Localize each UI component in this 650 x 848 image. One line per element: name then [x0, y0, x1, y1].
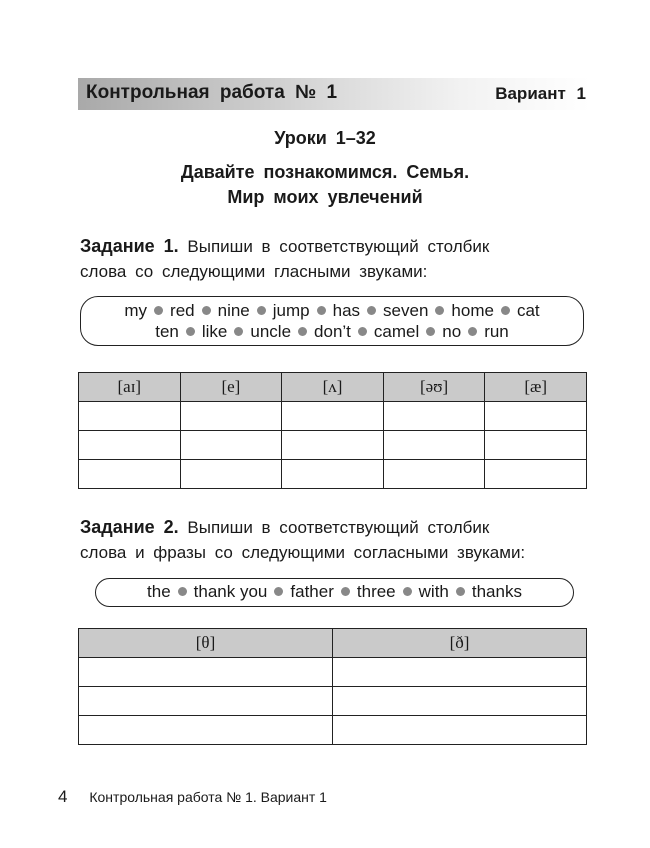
task-1-word-box: [80, 296, 584, 346]
task-1-text-1: Выпиши в соответствующий столбик: [187, 237, 490, 256]
answer-cell[interactable]: [383, 431, 485, 460]
bullet-dot: [298, 327, 307, 336]
answer-cell[interactable]: [180, 460, 282, 489]
variant-label: Вариант 1: [495, 84, 586, 103]
table-row: [79, 658, 587, 687]
bullet-dot: [501, 306, 510, 315]
word: run: [484, 322, 509, 341]
word: three: [356, 582, 396, 601]
table-row: [79, 431, 587, 460]
column-header: [æ]: [485, 373, 587, 402]
task-1-label: Задание 1.: [80, 236, 179, 256]
answer-cell[interactable]: [79, 402, 181, 431]
word: home: [451, 301, 494, 320]
task-1-instructions: [80, 234, 489, 284]
table-row: [79, 687, 587, 716]
bullet-dot: [367, 306, 376, 315]
word: father: [290, 582, 334, 601]
answer-cell[interactable]: [282, 460, 384, 489]
answer-cell[interactable]: [485, 402, 587, 431]
table-row: [79, 716, 587, 745]
table-row: [79, 402, 587, 431]
bullet-dot: [435, 306, 444, 315]
answer-cell[interactable]: [180, 402, 282, 431]
lessons-heading: Уроки 1–32: [274, 128, 376, 148]
answer-cell[interactable]: [79, 716, 333, 745]
bullet-dot: [234, 327, 243, 336]
column-header: [ð]: [333, 629, 587, 658]
word: has: [332, 301, 361, 320]
word: the: [147, 582, 171, 601]
word: camel: [373, 322, 420, 341]
bullet-dot: [403, 587, 412, 596]
task-2-instructions: [80, 515, 525, 565]
column-header: [ʌ]: [282, 373, 384, 402]
word: don’t: [314, 322, 351, 341]
task-2-table: [78, 628, 587, 745]
answer-cell[interactable]: [79, 460, 181, 489]
answer-cell[interactable]: [485, 460, 587, 489]
bullet-dot: [468, 327, 477, 336]
answer-cell[interactable]: [79, 658, 333, 687]
page-number: 4: [58, 787, 68, 806]
table-row: [79, 460, 587, 489]
answer-cell[interactable]: [485, 431, 587, 460]
bullet-dot: [358, 327, 367, 336]
bullet-dot: [202, 306, 211, 315]
word: like: [201, 322, 228, 341]
word: ten: [155, 322, 179, 341]
footer: [58, 787, 327, 807]
word: my: [124, 301, 148, 320]
answer-cell[interactable]: [180, 431, 282, 460]
answer-cell[interactable]: [79, 431, 181, 460]
bullet-dot: [456, 587, 465, 596]
footer-text: Контрольная работа № 1. Вариант 1: [89, 789, 327, 805]
task-1-text-2: слова со следующими гласными звуками:: [80, 262, 428, 281]
column-header: [aɪ]: [79, 373, 181, 402]
answer-cell[interactable]: [79, 687, 333, 716]
page-title: Контрольная работа № 1: [86, 82, 338, 103]
word: nine: [217, 301, 250, 320]
task-2-text-1: Выпиши в соответствующий столбик: [187, 518, 490, 537]
task-2-text-2: слова и фразы со следующими согласными звуками:: [80, 543, 526, 562]
task-2-label: Задание 2.: [80, 517, 179, 537]
bullet-dot: [257, 306, 266, 315]
answer-cell[interactable]: [383, 460, 485, 489]
bullet-dot: [341, 587, 350, 596]
bullet-dot: [426, 327, 435, 336]
task-1-table: [78, 372, 587, 489]
bullet-dot: [274, 587, 283, 596]
answer-cell[interactable]: [333, 687, 587, 716]
subtitle-line-2: Мир моих увлечений: [227, 187, 423, 207]
word: seven: [383, 301, 429, 320]
word: uncle: [250, 322, 292, 341]
word: thank you: [193, 582, 268, 601]
word: red: [170, 301, 195, 320]
column-header: [θ]: [79, 629, 333, 658]
bullet-dot: [154, 306, 163, 315]
bullet-dot: [186, 327, 195, 336]
word: with: [418, 582, 449, 601]
word: thanks: [471, 582, 522, 601]
task-2-word-box: [95, 578, 574, 607]
answer-cell[interactable]: [282, 402, 384, 431]
word: no: [442, 322, 462, 341]
bullet-dot: [178, 587, 187, 596]
bullet-dot: [317, 306, 326, 315]
answer-cell[interactable]: [383, 402, 485, 431]
answer-cell[interactable]: [282, 431, 384, 460]
column-header: [e]: [180, 373, 282, 402]
answer-cell[interactable]: [333, 716, 587, 745]
column-header: [əʊ]: [383, 373, 485, 402]
header-bar: [78, 78, 590, 110]
word: cat: [516, 301, 540, 320]
subtitle-line-1: Давайте познакомимся. Семья.: [180, 162, 470, 182]
answer-cell[interactable]: [333, 658, 587, 687]
word: jump: [272, 301, 310, 320]
